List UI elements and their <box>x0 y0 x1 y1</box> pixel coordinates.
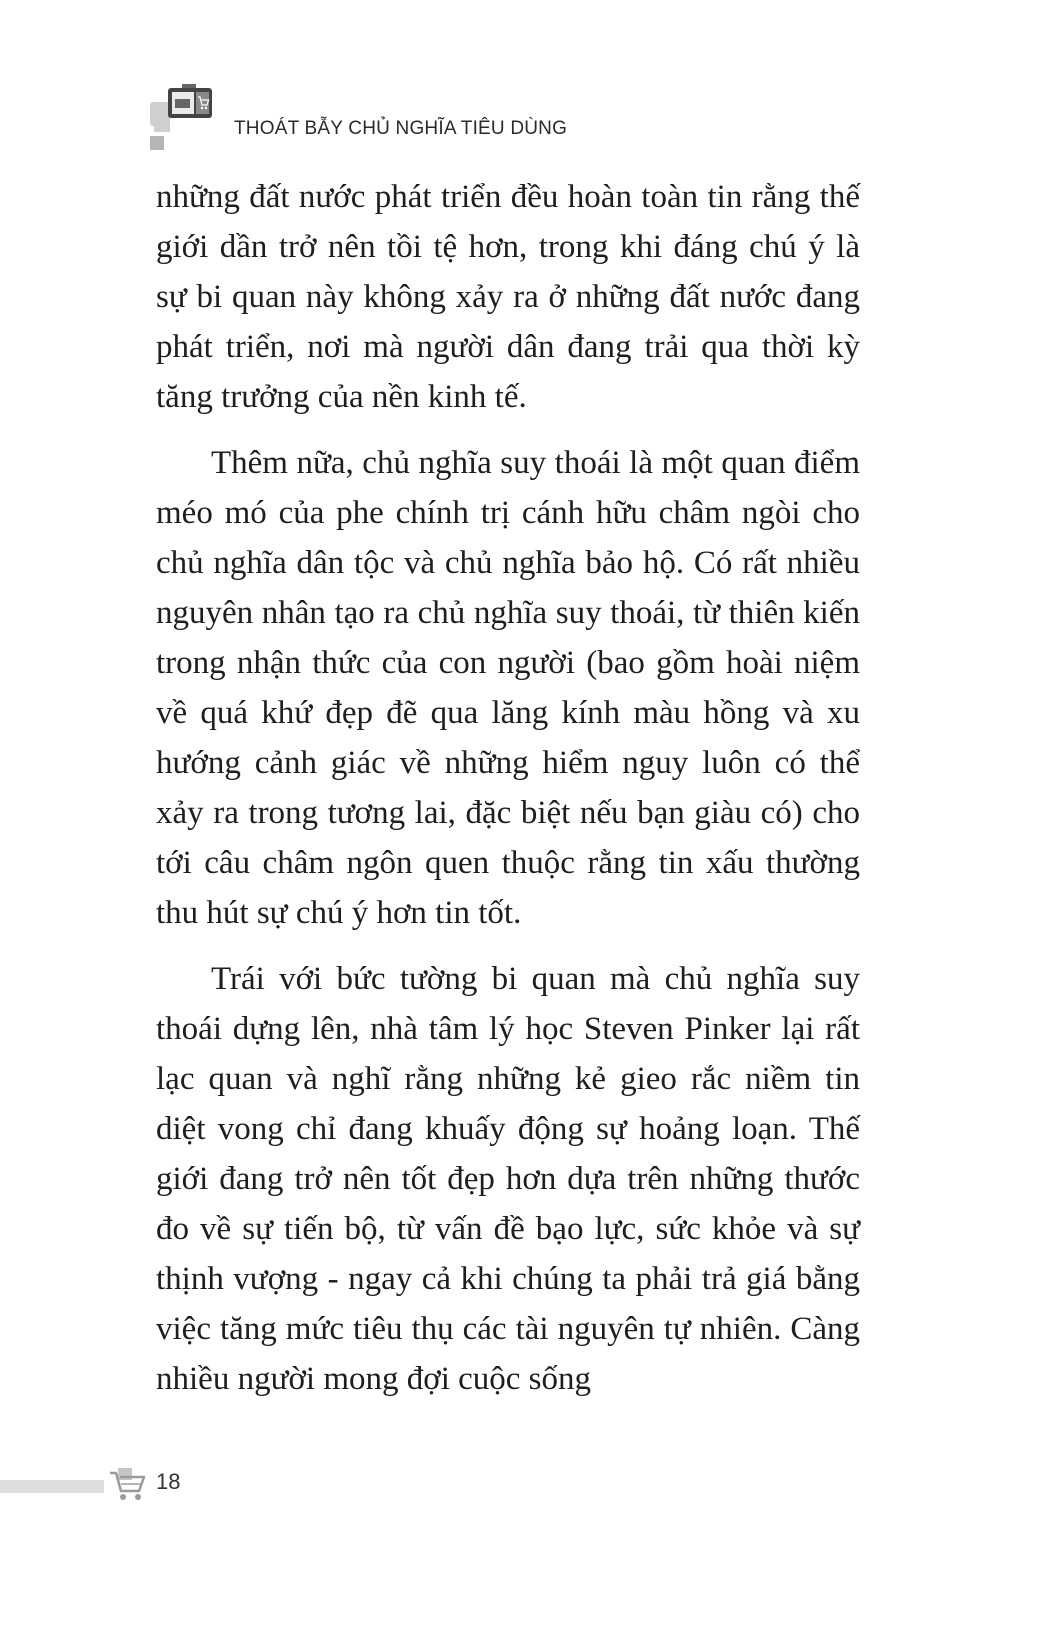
footer-bar <box>0 1480 104 1493</box>
paragraph-3: Trái với bức tường bi quan mà chủ nghĩa suy thoái dựng lên, nhà tâm lý học Steven Pinker lại rất lạc quan và nghĩ rằng những kẻ gieo rắc niềm tin diệt vong chỉ đang khuấy động sự hoảng loạn. Thế giới đang trở nên tốt đẹp hơn dựa trên những thước đo về sự tiến bộ, từ vấn đề bạo lực, sức khỏe và sự thịnh vượng - ngay cả khi chúng ta phải trả giá bằng việc tăng mức tiêu thụ các tài nguyên tự nhiên. Càng nhiều người mong đợi cuộc sống <box>156 961 860 1397</box>
book-title: THOÁT BẪY CHỦ NGHĨA TIÊU DÙNG <box>234 118 568 139</box>
body-text <box>156 172 860 1404</box>
paragraph-1: những đất nước phát triển đều hoàn toàn tin rằng thế giới dần trở nên tồi tệ hơn, trong khi đáng chú ý là sự bi quan này không xảy ra ở những đất nước đang phát triển, nơi mà người dân đang trải qua thời kỳ tăng trưởng của nền kinh tế. <box>156 179 860 415</box>
page-number: 18 <box>156 1469 181 1494</box>
shopping-cart-icon <box>108 1464 148 1504</box>
hand-holding-phone-cart-icon <box>150 82 220 152</box>
paragraph-2: Thêm nữa, chủ nghĩa suy thoái là một quan điểm méo mó của phe chính trị cánh hữu châm ngòi cho chủ nghĩa dân tộc và chủ nghĩa bảo hộ. Có rất nhiều nguyên nhân tạo ra chủ nghĩa suy thoái, từ thiên kiến trong nhận thức của con người (bao gồm hoài niệm về quá khứ đẹp đẽ qua lăng kính màu hồng và xu hướng cảnh giác về những hiểm nguy luôn có thể xảy ra trong tương lai, đặc biệt nếu bạn giàu có) cho tới câu châm ngôn quen thuộc rằng tin xấu thường thu hút sự chú ý hơn tin tốt. <box>156 445 860 931</box>
running-header <box>150 82 670 152</box>
